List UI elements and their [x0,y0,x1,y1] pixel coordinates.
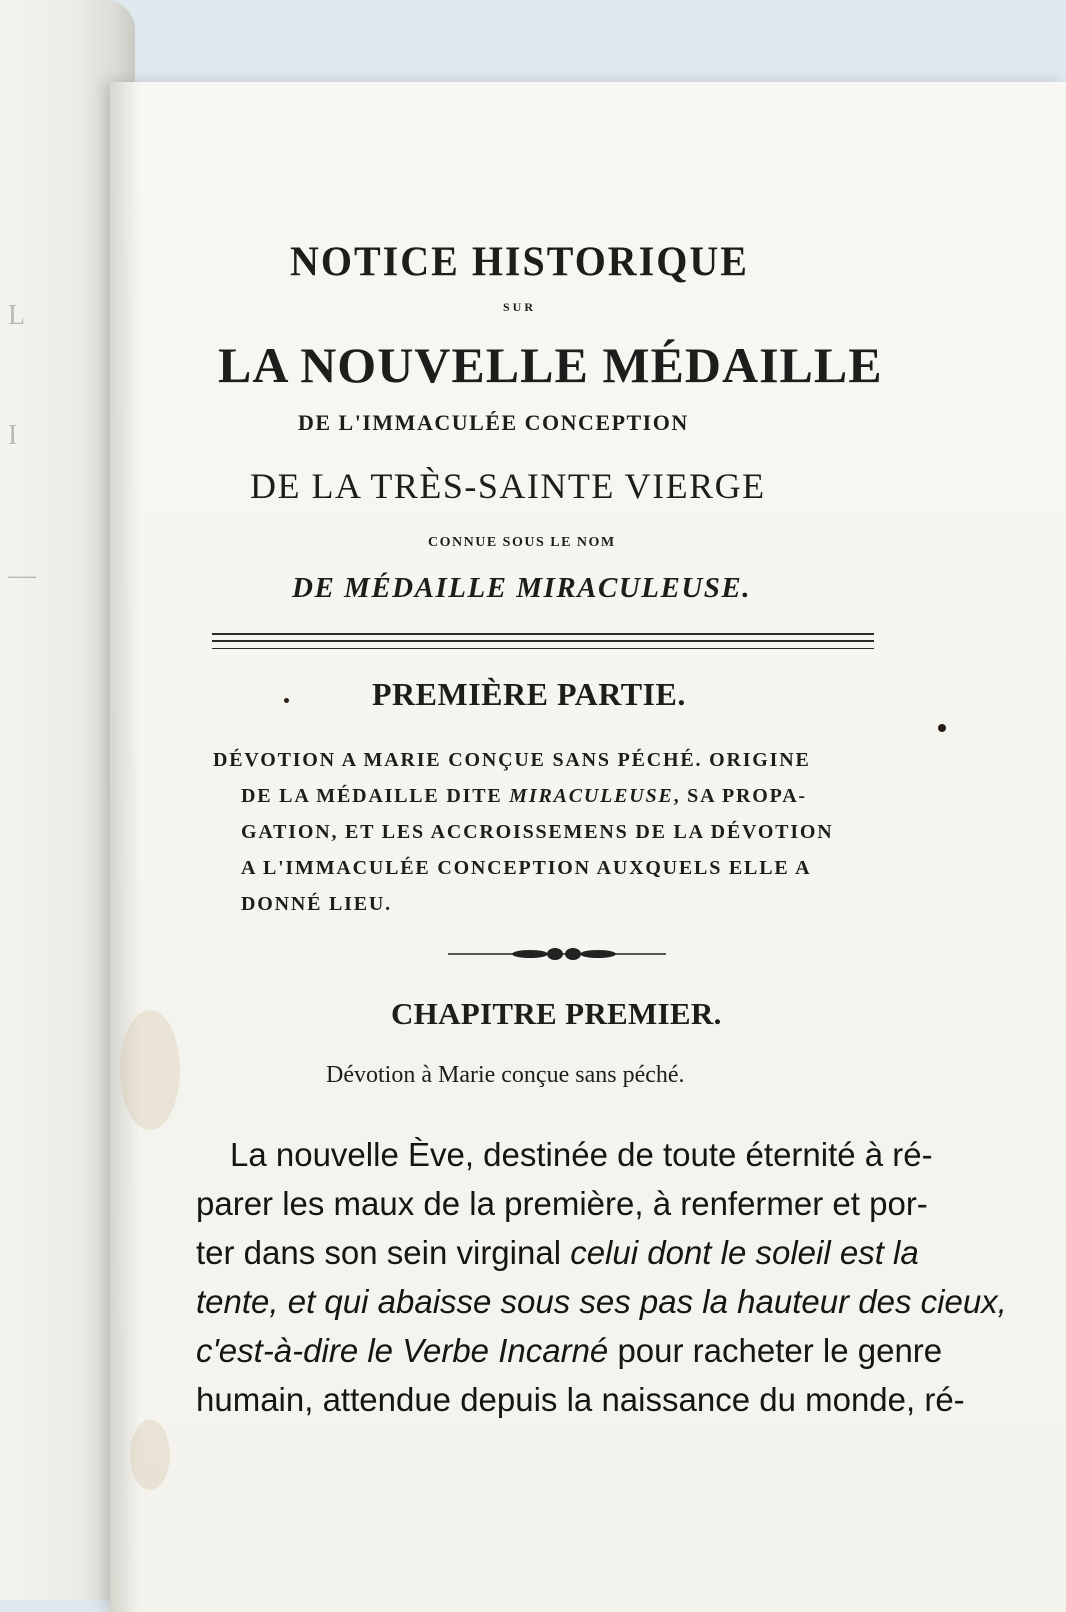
part-heading: PREMIÈRE PARTIE. [372,676,686,712]
body-line: ter dans son sein virginal celui dont le soleil est la [196,1234,919,1271]
summary-line: DE LA MÉDAILLE DITE MIRACULEUSE, SA PROPA- [241,785,807,807]
title-line-2: SUR [503,300,537,314]
part-summary [213,742,893,922]
title-line-4: DE L'IMMACULÉE CONCEPTION [298,410,689,435]
double-rule [212,640,874,642]
bleed-through-mark: L [8,300,26,331]
age-stain [130,1420,170,1490]
body-line: parer les maux de la première, à renfermer et por- [196,1185,928,1222]
summary-line: DÉVOTION A MARIE CONÇUE SANS PÉCHÉ. ORIGINE [213,749,811,771]
bleed-through-mark: — [8,560,36,591]
page-gutter-shadow [110,82,140,1612]
summary-line: A L'IMMACULÉE CONCEPTION AUXQUELS ELLE A [241,857,812,879]
title-line-1: NOTICE HISTORIQUE [290,237,749,286]
body-line: La nouvelle Ève, destinée de toute éternité à ré- [230,1136,933,1173]
title-line-3: LA NOUVELLE MÉDAILLE [218,337,883,393]
age-stain [120,1010,180,1130]
double-rule [212,633,874,635]
ink-speck [284,698,289,703]
body-paragraph [196,1130,1007,1424]
body-line: humain, attendue depuis la naissance du monde, ré- [196,1381,965,1418]
double-rule [212,648,874,649]
bleed-through-mark: I [8,420,18,451]
body-line: c'est-à-dire le Verbe Incarné pour racheter le genre [196,1332,943,1369]
chapter-subtitle: Dévotion à Marie conçue sans péché. [326,1062,685,1088]
ornament-divider [448,944,666,964]
title-line-7: DE MÉDAILLE MIRACULEUSE. [292,572,752,604]
chapter-heading: CHAPITRE PREMIER. [391,996,722,1031]
body-line: tente, et qui abaisse sous ses pas la hauteur des cieux, [196,1283,1007,1320]
title-line-6: CONNUE SOUS LE NOM [428,535,616,550]
title-line-5: DE LA TRÈS-SAINTE VIERGE [250,466,766,506]
summary-line: DONNÉ LIEU. [241,893,392,915]
summary-line: GATION, ET LES ACCROISSEMENS DE LA DÉVOTION [241,821,834,843]
ink-speck [938,724,946,732]
